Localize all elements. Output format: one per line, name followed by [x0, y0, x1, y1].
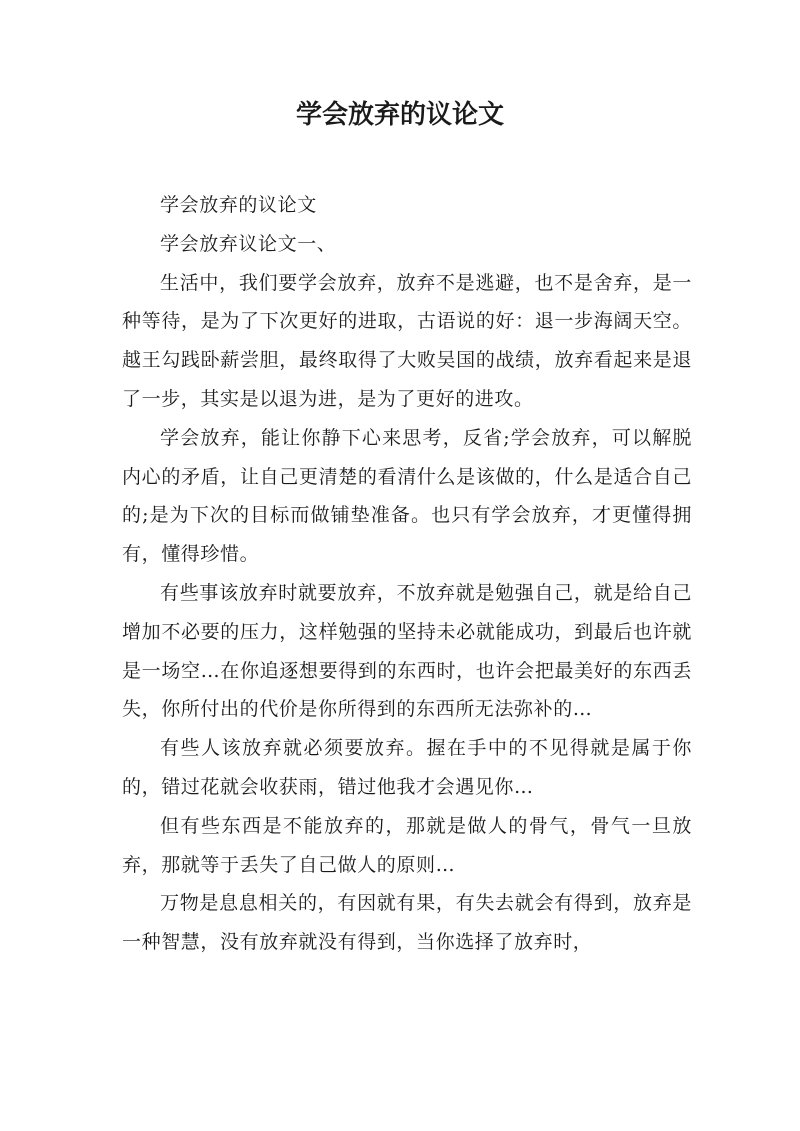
- paragraph: 学会放弃，能让你静下心来思考，反省;学会放弃，可以解脱内心的矛盾，让自己更清楚的看清什么是该做的，什么是适合自己的;是为下次的目标而做铺垫准备。也只有学会放弃，才更懂得拥有，懂得珍惜。: [122, 426, 692, 566]
- document-title: 学会放弃的议论文: [295, 100, 504, 130]
- document-body: [122, 186, 692, 962]
- paragraph: 但有些东西是不能放弃的，那就是做人的骨气，骨气一旦放弃，那就等于丢失了自己做人的原则…: [122, 814, 692, 876]
- paragraph: 学会放弃议论文一、: [160, 232, 337, 255]
- paragraph: 学会放弃的议论文: [160, 194, 317, 216]
- paragraph: 生活中，我们要学会放弃，放弃不是逃避，也不是舍弃，是一种等待，是为了下次更好的进取，古语说的好：退一步海阔天空。越王勾践卧薪尝胆，最终取得了大败吴国的战绩，放弃看起来是退了一步，其实是以退为进，是为了更好的进攻。: [122, 271, 692, 410]
- paragraph: 有些人该放弃就必须要放弃。握在手中的不见得就是属于你的，错过花就会收获雨，错过他我才会遇见你…: [122, 737, 692, 798]
- paragraph: 万物是息息相关的，有因就有果，有失去就会有得到，放弃是一种智慧，没有放弃就没有得到，当你选择了放弃时，: [122, 892, 692, 954]
- paragraph: 有些事该放弃时就要放弃，不放弃就是勉强自己，就是给自己增加不必要的压力，这样勉强的坚持未必就能成功，到最后也许就是一场空…在你追逐想要得到的东西时，也许会把最美好的东西丢失，你所付出的代价是你所得到的东西所无法弥补的…: [122, 581, 692, 721]
